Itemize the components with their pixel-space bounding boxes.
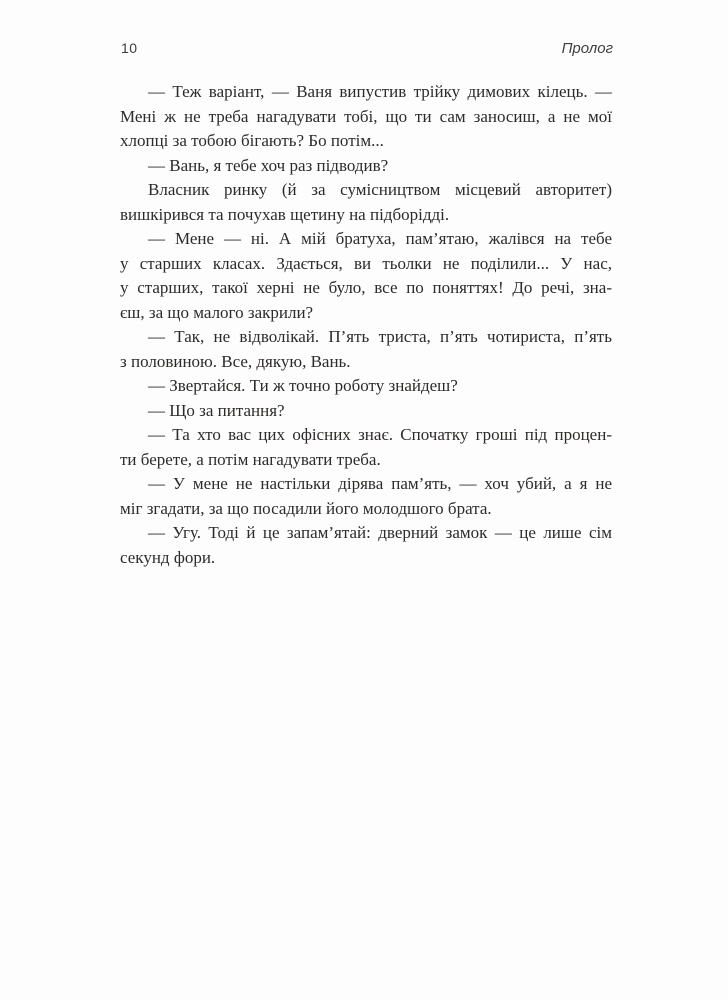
text-line: міг згадати, за що посадили його молодшого брата.	[120, 498, 492, 518]
page-number: 10	[121, 40, 138, 56]
text-line: хлопці за тобою бігають? Бо потім...	[120, 131, 384, 150]
running-head	[121, 40, 613, 58]
text-line: вишкірився та почухав щетину на підборідді.	[120, 204, 450, 224]
text-line: — Теж варіант, — Ваня випустив трійку димових кілець. —	[148, 82, 612, 101]
text-line: у старших, такої херні не було, все по поняттях! До речі, зна-	[120, 278, 612, 297]
text-line: єш, за що малого закрили?	[120, 302, 314, 322]
text-line: — Мене — ні. А мій братуха, пам’ятаю, жалівся на тебе	[148, 229, 612, 248]
text-line: — Угу. Тоді й це запам’ятай: дверний замок — це лише сім	[148, 523, 612, 542]
text-line: — Так, не відволікай. П’ять триста, п’ять чотириста, п’ять	[148, 327, 612, 346]
text-line: секунд фори.	[120, 547, 216, 567]
text-line: — Вань, я тебе хоч раз підводив?	[148, 155, 389, 175]
text-line: Мені ж не треба нагадувати тобі, що ти сам заносиш, а не мої	[120, 106, 612, 126]
chapter-title: Пролог	[561, 40, 613, 57]
text-line: з половиною. Все, дякую, Вань.	[120, 351, 351, 371]
text-line: Власник ринку (й за сумісництвом місцевий авторитет)	[148, 180, 612, 199]
text-line: — У мене не настільки дірява пам’ять, — хоч убий, а я не	[148, 474, 612, 493]
text-line: — Що за питання?	[148, 400, 285, 420]
text-line: — Звертайся. Ти ж точно роботу знайдеш?	[148, 376, 458, 395]
text-line: у старших класах. Здається, ви тьолки не поділили... У нас,	[120, 253, 612, 273]
text-block	[120, 80, 612, 570]
text-line: — Та хто вас цих офісних знає. Спочатку гроші під процен-	[148, 425, 612, 444]
text-line: ти берете, а потім нагадувати треба.	[120, 449, 381, 469]
